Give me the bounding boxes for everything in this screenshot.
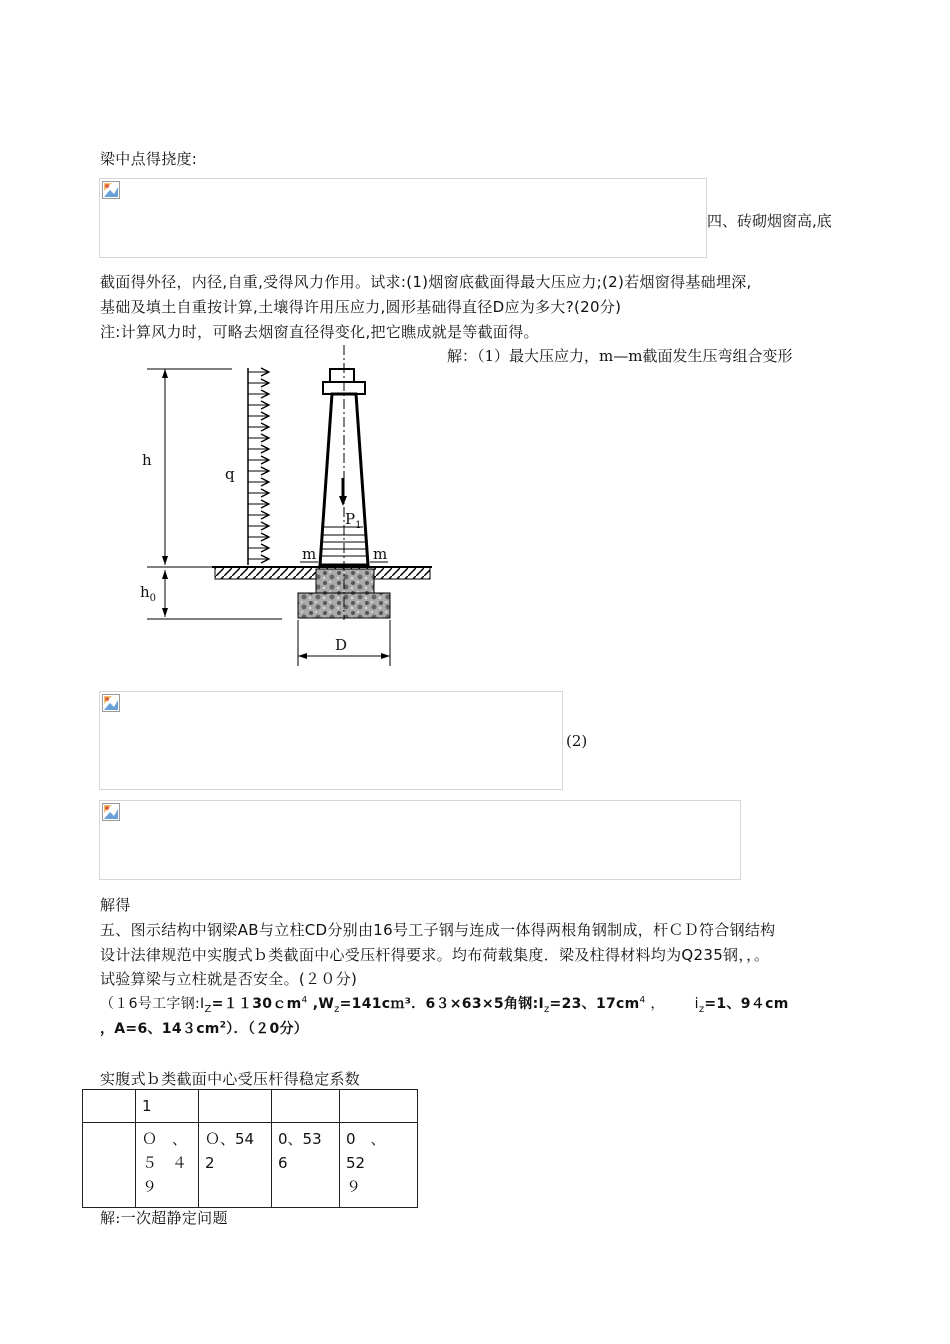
table-cell: 0、53 6 [272, 1123, 340, 1208]
solution-step-1: 解：（1）最大压应力，m—m截面发生压弯组合变形 [447, 347, 793, 365]
text-line-deflection: 梁中点得挠度: [100, 150, 198, 168]
broken-image-icon [102, 694, 120, 712]
table-row [83, 1123, 418, 1208]
part-two-label: (2) [566, 732, 588, 750]
note-text-line: 注:计算风力时，可略去烟窗直径得变化,把它瞧成就是等截面得。 [100, 323, 539, 341]
solution-result: 解得 [100, 896, 131, 914]
table-cell [83, 1123, 136, 1208]
embedded-image-placeholder [99, 800, 741, 880]
question-five-line: 设计法律规范中实腹式ｂ类截面中心受压杆得要求。均布荷载集度．梁及柱得材料均为Q235钢，，。 [100, 946, 770, 964]
problem-text-line: 基础及填土自重按计算,土壤得许用压应力,圆形基础得直径D应为多大?(20分) [100, 298, 622, 316]
label-q: q [225, 465, 235, 483]
final-solution-line: 解:一次超静定问题 [100, 1209, 228, 1227]
table-cell [340, 1090, 418, 1123]
label-m-right: m [373, 545, 388, 563]
label-m-left: m [302, 545, 317, 563]
table-cell [199, 1090, 272, 1123]
question-four-heading: 四、砖砌烟窗高,底 [707, 212, 832, 230]
question-five-line: 试验算梁与立柱就是否安全。(２０分) [100, 970, 358, 988]
embedded-image-placeholder [99, 691, 563, 790]
section-properties-line: （１6号工字钢$:I_Z=1130cm^4$ $,W_z=141cm^3$．6３×63×5角钢$:I_z=23$、$17cm^4$ ， $i_z=1$、9４cm [100, 995, 789, 1015]
table-cell: 1 [136, 1090, 199, 1123]
problem-text-line: 截面得外径，内径,自重,受得风力作用。试求:(1)烟窗底截面得最大压应力;(2)若烟窗得基础埋深, [100, 273, 752, 291]
label-h: h [142, 451, 152, 469]
table-cell: Ｏ、54 2 [199, 1123, 272, 1208]
label-D: D [335, 636, 348, 654]
table-row [83, 1090, 418, 1123]
broken-image-icon [102, 803, 120, 821]
table-cell [272, 1090, 340, 1123]
stability-table [82, 1089, 418, 1208]
table-caption: 实腹式ｂ类截面中心受压杆得稳定系数 [100, 1070, 361, 1088]
table-cell: Ｏ 、 ５ ４ ９ [136, 1123, 199, 1208]
section-properties-line: ，A=6、$143cm^2$）．（２0分） [100, 1020, 309, 1037]
table-cell: 0 、 52 ９ [340, 1123, 418, 1208]
label-h0: $h_0$ [140, 583, 157, 604]
table-cell [83, 1090, 136, 1123]
question-five-line: 五、图示结构中钢梁AB与立柱CD分别由16号工子钢与连成一体得两根角钢制成，杆ＣＤ符合钢结构 [100, 921, 776, 939]
label-p1: $P_1$ [345, 510, 362, 531]
